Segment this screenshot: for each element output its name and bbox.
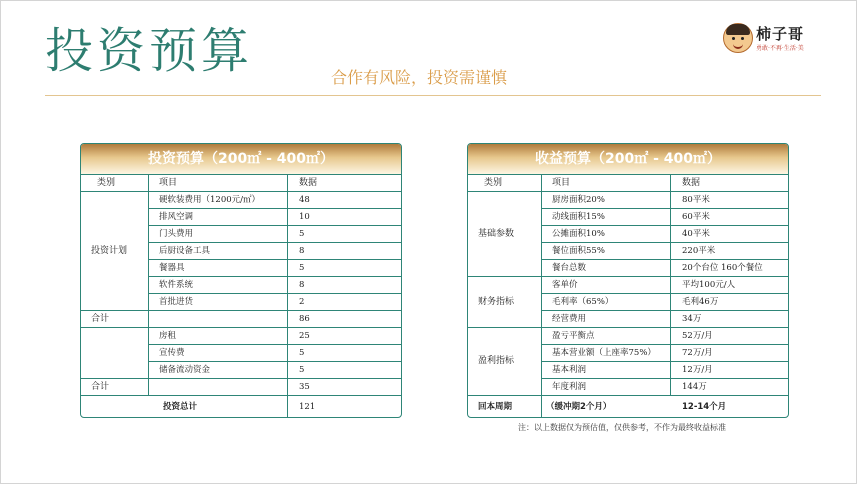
table-row-value: 80平米 [682,195,710,205]
table-row-item: 储备流动资金 [159,365,211,375]
col-header-item: 项目 [552,178,571,188]
table-row-value: 5 [299,229,305,239]
payback-buffer: （缓冲期2个月） [546,402,612,412]
category-basic-params: 基础参数 [478,229,515,239]
table-row-item: 排风空调 [159,212,194,222]
table-row-value: 52万/月 [682,331,713,341]
col-header-category: 类别 [484,178,503,188]
subtotal-value: 35 [299,382,310,392]
table-row-item: 餐台总数 [552,263,587,273]
table-row-item: 门头费用 [159,229,194,239]
table-row-value: 5 [299,348,305,358]
table-row-item: 客单价 [552,280,578,290]
total-label: 投资总计 [163,402,198,412]
table-row-value: 5 [299,365,305,375]
table-row-value: 8 [299,280,305,290]
table-row-item: 经营费用 [552,314,587,324]
table-row-item: 基本营业额（上座率75%） [552,348,656,358]
table-row-value: 12万/月 [682,365,713,375]
col-header-value: 数据 [682,178,701,188]
table-row-value: 20个台位 160个餐位 [682,263,763,273]
disclaimer-note: 注：以上数据仅为预估值，仅供参考，不作为最终收益标准 [518,423,726,432]
table-row-item: 动线面积15% [552,212,605,222]
col-header-category: 类别 [97,178,116,188]
table-row-item: 软件系统 [159,280,194,290]
table-row-value: 25 [299,331,310,341]
table-row-value: 2 [299,297,305,307]
table-row-item: 盈亏平衡点 [552,331,595,341]
table-row-value: 34万 [682,314,702,324]
total-value: 121 [299,402,316,412]
brand-tagline: 勇敢·不再·生活·美 [756,45,804,52]
table-row-value: 8 [299,246,305,256]
table-row-value: 220平米 [682,246,716,256]
table-row-item: 公摊面积10% [552,229,605,239]
table-row-item: 宣传费 [159,348,185,358]
subtotal-label: 合计 [91,382,110,392]
brand-name: 柿子哥 [756,25,805,43]
investment-table [80,143,402,418]
brand-logo [723,21,819,55]
table-row-item: 后厨设备工具 [159,246,211,256]
table-row-value: 平均100元/人 [682,280,736,290]
revenue-table-header: 收益预算（200㎡ - 400㎡） [468,144,788,174]
page-title: 投资预算 [45,23,254,79]
table-row-item: 餐位面积55% [552,246,605,256]
category-financial: 财务指标 [478,297,515,307]
table-row-item: 硬软装费用（1200元/㎡） [159,195,260,205]
table-row-value: 48 [299,195,310,205]
payback-value: 12-14个月 [682,402,727,412]
table-row-item: 餐器具 [159,263,185,273]
table-row-item: 厨房面积20% [552,195,605,205]
table-row-item: 年度利润 [552,382,587,392]
table-row-value: 毛利46万 [682,297,719,307]
page-subtitle: 合作有风险，投资需谨慎 [331,68,508,87]
table-row-item: 毛利率（65%） [552,297,614,307]
table-row-item: 基本利润 [552,365,587,375]
payback-label: 回本周期 [478,402,513,412]
table-row-item: 首批进货 [159,297,194,307]
col-header-item: 项目 [159,178,178,188]
table-row-item: 房租 [159,331,177,341]
table-row-value: 72万/月 [682,348,713,358]
title-divider [45,95,821,96]
col-header-value: 数据 [299,178,318,188]
investment-table-header: 投资预算（200㎡ - 400㎡） [81,144,401,174]
mascot-face-icon [723,23,753,53]
table-row-value: 60平米 [682,212,710,222]
table-row-value: 144万 [682,382,707,392]
subtotal-label: 合计 [91,314,110,324]
revenue-table [467,143,789,418]
category-profit: 盈利指标 [478,356,515,366]
table-row-value: 40平米 [682,229,710,239]
table-row-value: 5 [299,263,305,273]
subtotal-value: 86 [299,314,310,324]
category-invest-plan: 投资计划 [91,246,128,256]
table-row-value: 10 [299,212,310,222]
